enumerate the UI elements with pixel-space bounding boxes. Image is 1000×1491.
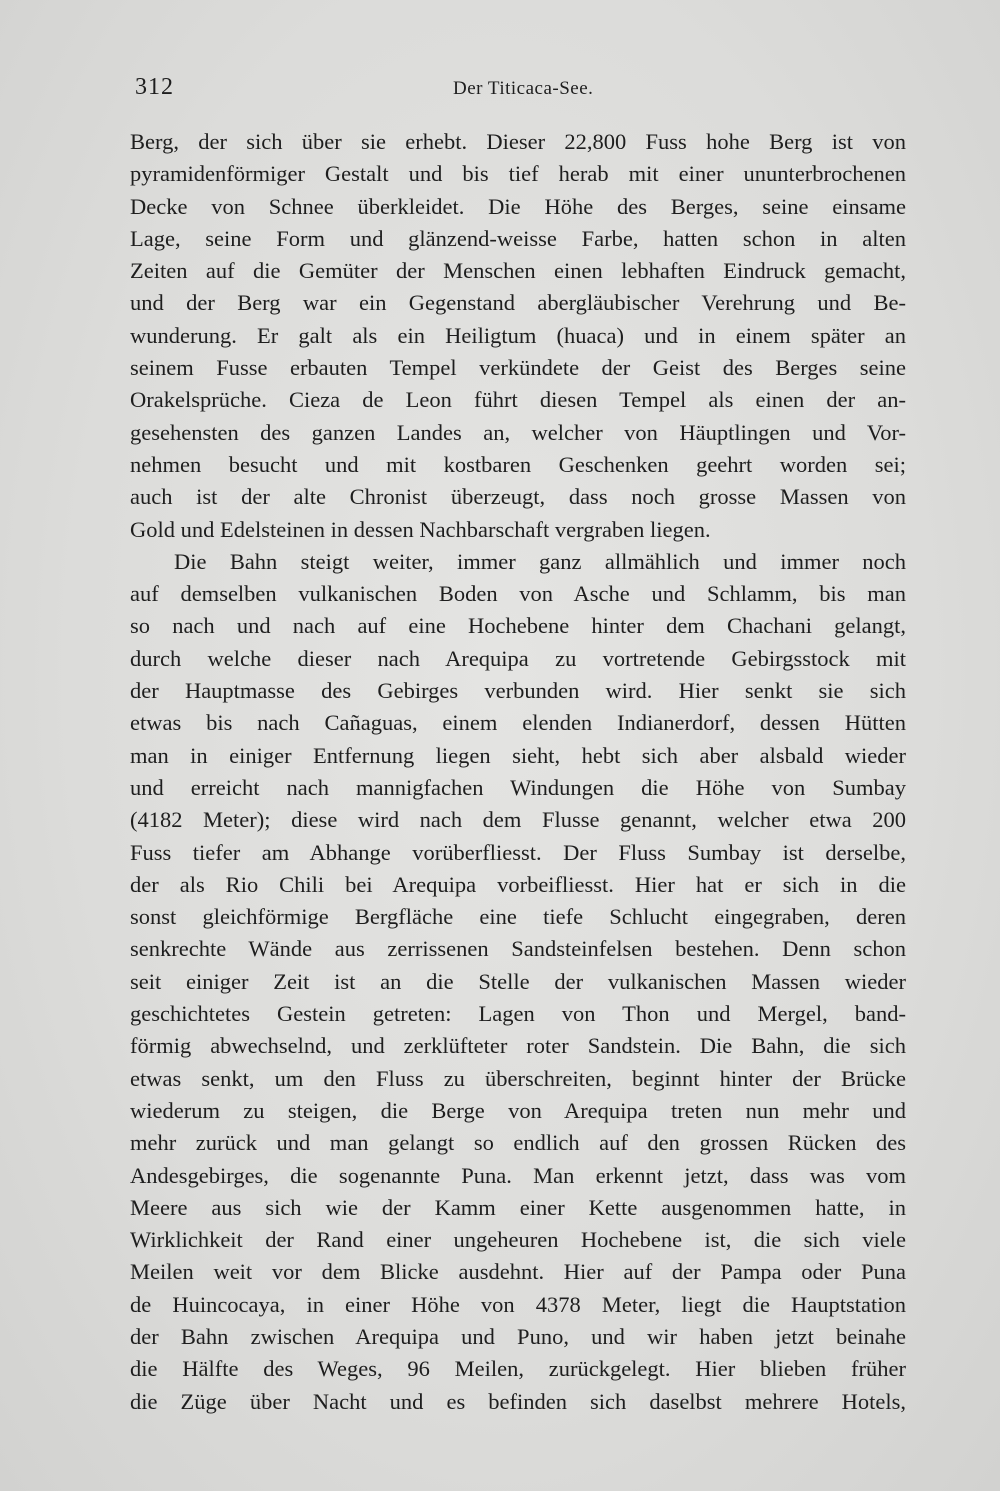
- text-line: Fuss tiefer am Abhange vorüberfliesst. Der Fluss Sumbay ist derselbe,: [130, 839, 906, 865]
- text-line: Orakelsprüche. Cieza de Leon führt diesen Tempel als einen der an-: [130, 387, 906, 413]
- page-header: [135, 74, 905, 104]
- text-line: durch welche dieser nach Arequipa zu vortretende Gebirgsstock mit: [130, 645, 906, 671]
- text-line: der Hauptmasse des Gebirges verbunden wird. Hier senkt sie sich: [130, 678, 906, 704]
- text-line: de Huincocaya, in einer Höhe von 4378 Meter, liegt die Hauptstation: [130, 1291, 906, 1317]
- text-line: mehr zurück und man gelangt so endlich auf den grossen Rücken des: [130, 1130, 906, 1156]
- text-line: Wirklichkeit der Rand einer ungeheuren Hochebene ist, die sich viele: [130, 1227, 906, 1253]
- text-line: Lage, seine Form und glänzend-weisse Farbe, hatten schon in alten: [130, 225, 906, 251]
- text-line: etwas senkt, um den Fluss zu überschreiten, beginnt hinter der Brücke: [130, 1065, 906, 1091]
- text-line: (4182 Meter); diese wird nach dem Flusse genannt, welcher etwa 200: [130, 807, 906, 833]
- body-text: [130, 126, 906, 1418]
- text-line: wunderung. Er galt als ein Heiligtum (huaca) und in einem später an: [130, 322, 906, 348]
- text-line: so nach und nach auf eine Hochebene hinter dem Chachani gelangt,: [130, 613, 906, 639]
- text-line: etwas bis nach Cañaguas, einem elenden Indianerdorf, dessen Hütten: [130, 710, 906, 736]
- text-line: Die Bahn steigt weiter, immer ganz allmählich und immer noch: [174, 548, 906, 574]
- text-line: gesehensten des ganzen Landes an, welcher von Häuptlingen und Vor-: [130, 419, 906, 445]
- text-line: Zeiten auf die Gemüter der Menschen einen lebhaften Eindruck gemacht,: [130, 258, 906, 284]
- text-line: Gold und Edelsteinen in dessen Nachbarschaft vergraben liegen.: [130, 516, 711, 542]
- running-title: Der Titicaca-See.: [453, 78, 594, 99]
- page-number: 312: [135, 74, 174, 100]
- text-line: Decke von Schnee überkleidet. Die Höhe des Berges, seine einsame: [130, 193, 906, 219]
- text-line: die Züge über Nacht und es befinden sich daselbst mehrere Hotels,: [130, 1388, 906, 1414]
- text-line: die Hälfte des Weges, 96 Meilen, zurückgelegt. Hier blieben früher: [130, 1356, 906, 1382]
- text-line: geschichtetes Gestein getreten: Lagen von Thon und Mergel, band-: [130, 1001, 906, 1027]
- text-line: auf demselben vulkanischen Boden von Asche und Schlamm, bis man: [130, 581, 906, 607]
- text-line: auch ist der alte Chronist überzeugt, dass noch grosse Massen von: [130, 484, 906, 510]
- text-line: Berg, der sich über sie erhebt. Dieser 22,800 Fuss hohe Berg ist von: [130, 129, 906, 154]
- text-line: nehmen besucht und mit kostbaren Geschenken geehrt worden sei;: [130, 451, 906, 477]
- text-line: pyramidenförmiger Gestalt und bis tief herab mit einer ununterbrochenen: [130, 161, 906, 187]
- text-line: Andesgebirges, die sogenannte Puna. Man erkennt jetzt, dass was vom: [130, 1162, 906, 1188]
- text-line: der Bahn zwischen Arequipa und Puno, und wir haben jetzt beinahe: [130, 1323, 906, 1349]
- text-line: seinem Fusse erbauten Tempel verkündete der Geist des Berges seine: [130, 355, 906, 381]
- text-line: sonst gleichförmige Bergfläche eine tiefe Schlucht eingegraben, deren: [130, 904, 906, 930]
- text-line: seit einiger Zeit ist an die Stelle der vulkanischen Massen wieder: [130, 968, 906, 994]
- text-line: Meere aus sich wie der Kamm einer Kette ausgenommen hatte, in: [130, 1194, 906, 1220]
- text-line: und der Berg war ein Gegenstand abergläubischer Verehrung und Be-: [130, 290, 906, 316]
- text-line: und erreicht nach mannigfachen Windungen die Höhe von Sumbay: [130, 774, 906, 800]
- text-line: förmig abwechselnd, und zerklüfteter roter Sandstein. Die Bahn, die sich: [130, 1033, 906, 1059]
- text-line: man in einiger Entfernung liegen sieht, hebt sich aber alsbald wieder: [130, 742, 906, 768]
- text-line: senkrechte Wände aus zerrissenen Sandsteinfelsen bestehen. Denn schon: [130, 936, 906, 962]
- text-line: der als Rio Chili bei Arequipa vorbeifliesst. Hier hat er sich in die: [130, 871, 906, 897]
- text-line: Meilen weit vor dem Blicke ausdehnt. Hier auf der Pampa oder Puna: [130, 1259, 906, 1285]
- text-line: wiederum zu steigen, die Berge von Arequipa treten nun mehr und: [130, 1097, 906, 1123]
